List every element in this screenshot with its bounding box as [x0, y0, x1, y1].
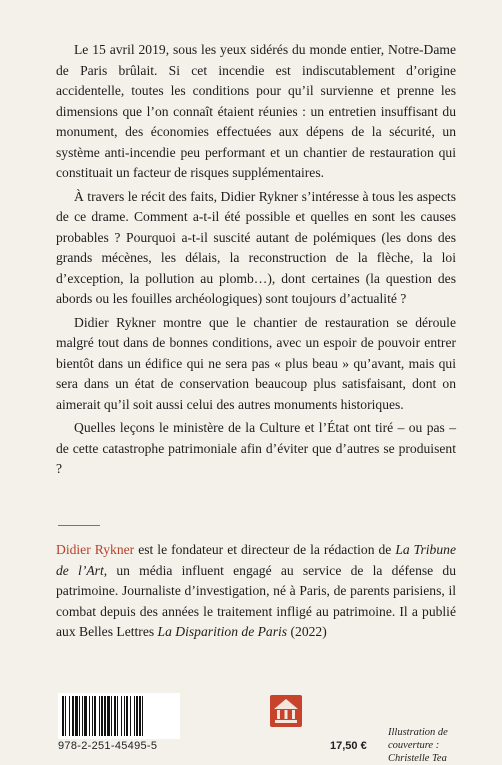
author-name: Didier Rykner	[56, 542, 135, 557]
publisher-logo-icon	[270, 695, 302, 727]
previous-book-title: La Disparition de Paris	[157, 624, 288, 639]
cover-credit-label: Illustration de couverture :	[388, 727, 448, 751]
author-bio	[56, 540, 456, 643]
cover-footer	[0, 688, 502, 764]
blurb-paragraph-4: Quelles leçons le ministère de la Culture et l’État ont tiré – ou pas – de cette catastrophe patrimoniale afin d’éviter que d’autres se produisent ?	[56, 420, 456, 476]
blurb-paragraph-1: Le 15 avril 2019, sous les yeux sidérés du monde entier, Notre-Dame de Paris brûlait. Si cet incendie est indiscutablement d’origine accidentelle, toutes les conditions pour qu’il survienne et prenne les dimensions que l’on connaît étaient réunies : un entretien insuffisant du monument, des économies effectuées aux dépens de la sécurité, un système anti-incendie peu performant et un chantier de restauration qui constituait un facteur de risques supplémentaires.	[56, 42, 456, 180]
section-divider	[58, 525, 100, 526]
bio-year: (2022)	[287, 624, 327, 639]
isbn-number: 978-2-251-45495-5	[58, 740, 158, 752]
blurb	[56, 40, 456, 483]
cover-credit-artist: Christelle Tea	[388, 753, 447, 764]
blurb-paragraph-2: À travers le récit des faits, Didier Rykner s’intéresse à tous les aspects de ce drame. Comment a-t-il été possible et quelles en sont les causes probables ? Pourquoi a-t-il suscité autant de polémiques (les dons des grands mécènes, les délais, la reconstruction de la flèche, la loi d’exception, la pollution au plomb…), dont certaines (la question des abords ou les fouilles archéologiques) sont toujours d’actualité ?	[56, 188, 456, 306]
publication-title: La Tribune de l’Art	[56, 542, 456, 578]
bio-text-2: , un média influent engagé au service de la défense du patrimoine. Journaliste d’investigation, né à Paris, de parents parisiens, il combat depuis des années le traitement infligé au patrimoine. Il a publié aux Belles Lettres	[56, 562, 457, 639]
barcode-icon	[58, 693, 180, 739]
price: 17,50 €	[330, 740, 367, 752]
cover-credit	[388, 726, 494, 765]
blurb-paragraph-3: Didier Rykner montre que le chantier de restauration se déroule malgré tout dans de bonnes conditions, avec un espoir de pouvoir entrer bientôt dans un édifice qui ne sera pas « plus beau » qu’avant, mais qui sera dans un état de conservation beaucoup plus satisfaisant, dont on aimerait qu’il soit aussi celui des autres monuments historiques.	[56, 314, 456, 412]
bio-text-1: est le fondateur et directeur de la rédaction de	[134, 542, 396, 557]
